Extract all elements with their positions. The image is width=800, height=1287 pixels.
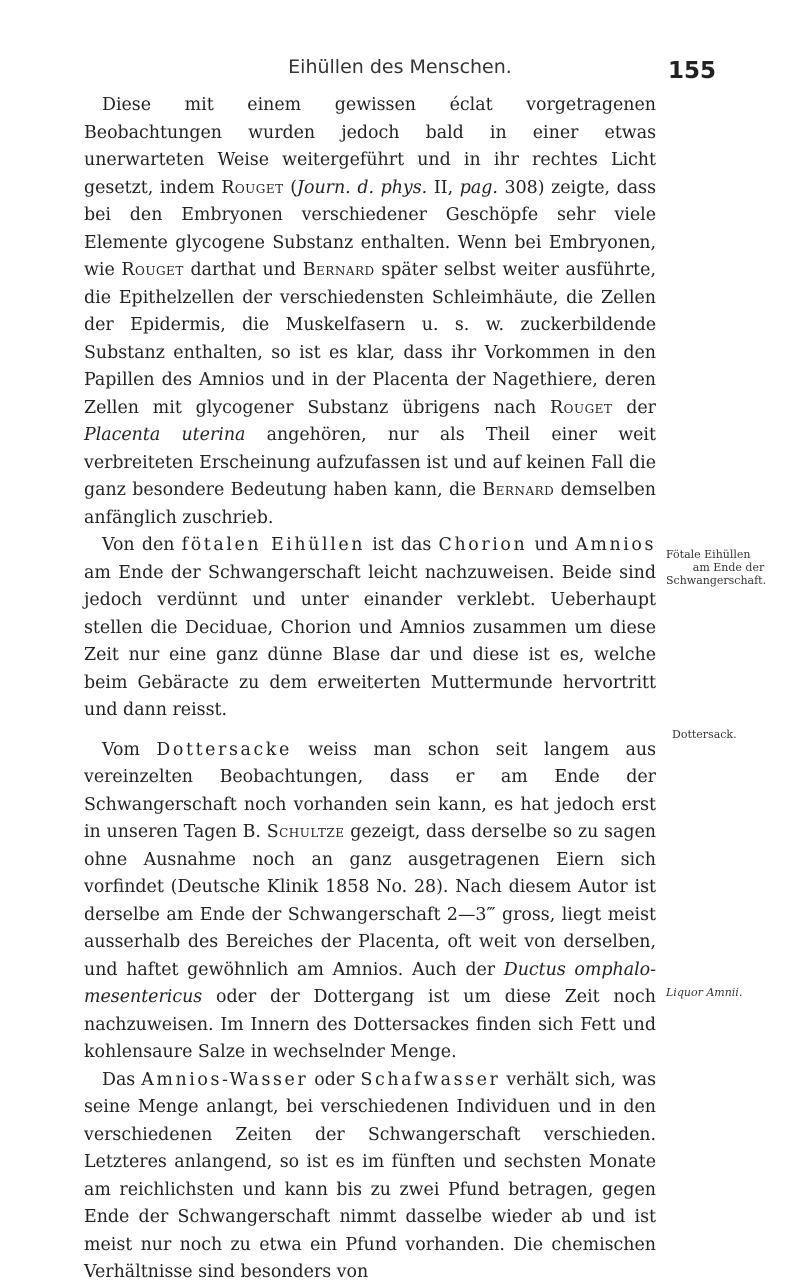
paragraph-yolk-sac: Vom Dottersacke weiss man schon seit langem aus vereinzelten Beobachtungen, dass er am Ende der Schwangerschaft noch vorhanden sein kann, es hat jedoch erst in unseren Tagen B. Schultze gezeigt, dass derselbe so zu sagen ohne Ausnahme noch an ganz ausgetragenen Eiern sich vorfindet (Deutsche Klinik 1858 No. 28). Nach diesem Autor ist derselbe am Ende der Schwangerschaft 2—3‴ gross, liegt meist ausserhalb des Bereiches der Placenta, oft weit von derselben, und haftet gewöhnlich am Amnios. Auch der Ductus omphalo-mesentericus oder der Dottergang ist um diese Zeit noch nachzuweisen. Im Innern des Dottersackes finden sich Fett und kohlensaure Salze in wechselnder Menge. [84,739,657,1062]
term-placenta-uterina: Placenta uterina [84,425,246,445]
term-schafwasser: Schafwasser [360,1069,501,1090]
margin-note-fotale-eihullen: Fötale Eihüllen am Ende der Schwangerschaft. [666,548,767,587]
author-rouget: Rouget [550,397,613,418]
author-bernard: Bernard [482,480,555,500]
margin-note-dottersack: Dottersack. [672,728,737,741]
page-number: 155 [667,58,716,84]
paragraph-amniotic-fluid: Das Amnios-Wasser oder Schafwasser verhält sich, was seine Menge anlangt, bei verschiedenen Individuen und in den verschiedenen Zeiten der Schwangerschaft verschieden. Letzteres anlangend, so ist es im fünften und sechsten Monate am reichlichsten und kann bis zu zwei Pfund betragen, gegen Ende der Schwangerschaft nimmt dasselbe wieder ab und ist meist nur noch zu etwa ein Pfund vorhanden. Die chemischen Verhältnisse sind besonders von [84,1069,657,1282]
page-header [0,56,800,86]
term-chorion: Chorion [438,535,528,555]
term-ductus: Ductus omphalo-mesentericus [84,959,656,1007]
journal-citation: Journ. d. phys. [297,177,428,198]
paragraph-glycogen: Diese mit einem gewissen éclat vorgetragenen Beobachtungen wurden jedoch bald in einer etwas unerwarteten Weise weitergeführt und in ihr rechtes Licht gesetzt, indem Rouget (Journ. d. phys. II, pag. 308) zeigte, dass bei den Embryonen verschiedener Geschöpfe sehr viele Elemente glycogene Substanz enthalten. Wenn bei Embryonen, wie Rouget darthat und Bernard später selbst weiter ausführte, die Epithelzellen der verschiedensten Schleimhäute, die Zellen der Epidermis, die Muskelfasern u. s. w. zuckerbildende Substanz enthalten, so ist es klar, dass ihr Vorkommen in den Papillen des Amnios und in der Placenta der Nagethiere, deren Zellen mit glycogener Substanz übrigens nach Rouget der Placenta uterina angehören, nur als Theil einer weit verbreiteten Erscheinung aufzufassen ist und auf keinen Fall die ganz besondere Bedeutung haben kann, die Bernard demselben anfänglich zuschrieb. [84,95,657,528]
running-title: Eihüllen des Menschen. [288,56,512,78]
paragraph-fetal-membranes: Von den fötalen Eihüllen ist das Chorion und Amnios am Ende der Schwangerschaft leicht nachzuweisen. Beide sind jedoch verdünnt und unter einander verklebt. Ueberhaupt stellen die Deciduae, Chorion und Amnios zusammen um diese Zeit nur eine ganz dünne Blase dar und diese ist es, welche beim Gebäracte zu dem erweiterten Muttermunde hervortritt und dann reisst. [84,535,657,720]
term-amnios: Amnios [575,535,657,555]
body-text [84,92,656,1287]
term-amnios-wasser: Amnios-Wasser [141,1069,309,1090]
term-dottersacke: Dottersacke [156,739,292,760]
author-schultze: Schultze [266,822,345,842]
margin-note-liquor-amnii: Liquor Amnii. [666,986,743,999]
term-fotalen-eihullen: fötalen Eihüllen [181,535,366,555]
author-bernard: Bernard [302,260,375,280]
author-rouget: Rouget [221,177,284,198]
author-rouget: Rouget [121,260,184,280]
